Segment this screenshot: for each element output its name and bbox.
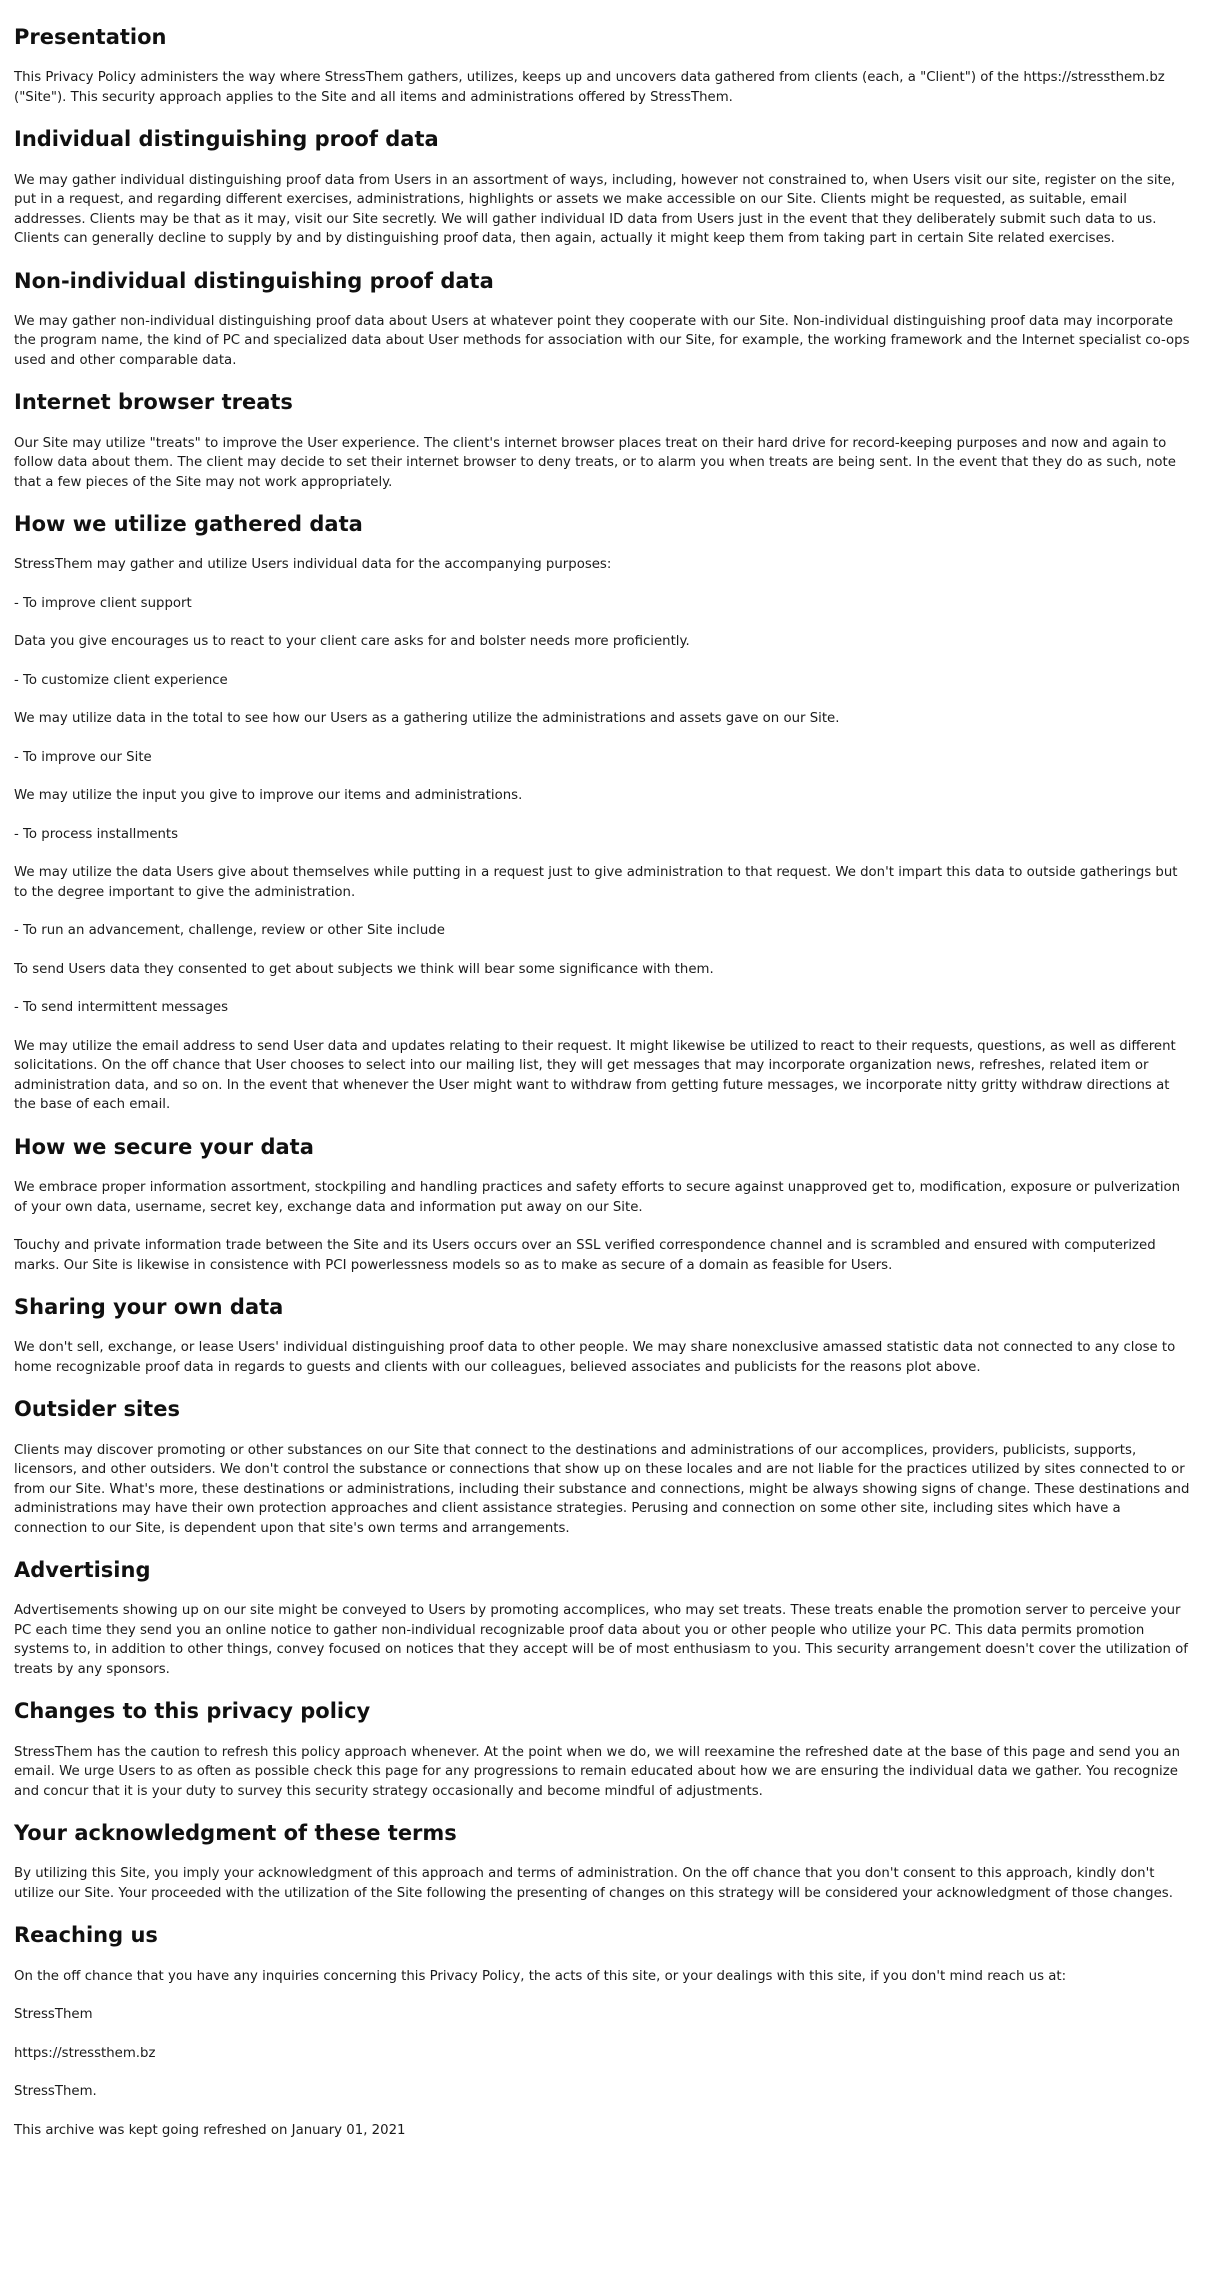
section-advertising bbox=[14, 1557, 1194, 1679]
section-paragraph: To send Users data they consented to get about subjects we think will bear some significance with them. bbox=[14, 961, 714, 977]
section-heading: How we secure your data bbox=[14, 1134, 314, 1159]
section-paragraph: This Privacy Policy administers the way where StressThem gathers, utilizes, keeps up and uncovers data gathered from clients (each, a "Client") of the https://stressthem.bz ("Site"). This security approach applies to the Site and all items and administrations offered by StressThem. bbox=[14, 70, 1165, 105]
section-heading: Advertising bbox=[14, 1558, 151, 1582]
section-paragraph: - To improve our Site bbox=[14, 749, 152, 765]
section-individual-data bbox=[14, 126, 1194, 248]
section-contact bbox=[14, 1922, 1194, 2140]
section-paragraph: We may utilize the email address to send User data and updates relating to their request. It might likewise be utilized to react to their requests, questions, as well as different solicitations. On the off chance that User chooses to select into our mailing list, they will get messages that may incorporate organization news, refreshes, related item or administration data, and so on. In the event that whenever the User might want to withdraw from getting future messages, we incorporate nitty gritty withdraw directions at the base of each email. bbox=[14, 1038, 1176, 1113]
section-outsider-sites bbox=[14, 1396, 1194, 1538]
section-policy-changes bbox=[14, 1698, 1194, 1801]
section-data-sharing bbox=[14, 1294, 1194, 1377]
section-paragraph: We may gather non-individual distinguishing proof data about Users at whatever point they cooperate with our Site. Non-individual distinguishing proof data may incorporate the program name, the kind of PC and specialized data about User methods for association with our Site, for example, the working framework and the Internet specialist co-ops used and other comparable data. bbox=[14, 313, 1190, 368]
section-paragraph: We may utilize the data Users give about themselves while putting in a request just to give administration to that request. We don't impart this data to outside gatherings but to the degree important to give the administration. bbox=[14, 865, 1178, 900]
section-paragraph: - To customize client experience bbox=[14, 672, 228, 688]
section-paragraph: We may utilize data in the total to see how our Users as a gathering utilize the administrations and assets gave on our Site. bbox=[14, 711, 840, 727]
section-heading: Sharing your own data bbox=[14, 1295, 284, 1319]
section-heading: Internet browser treats bbox=[14, 390, 293, 415]
section-paragraph: - To send intermittent messages bbox=[14, 1000, 229, 1016]
section-paragraph: By utilizing this Site, you imply your acknowledgment of this approach and terms of administration. On the off chance that you don't consent to this approach, kindly don't utilize our Site. Your proceeded with the utilization of the Site following the presenting of changes on this strategy will be considered your acknowledgment of those changes. bbox=[14, 1866, 1173, 1901]
section-heading: Presentation bbox=[14, 25, 167, 49]
contact-url: https://stressthem.bz bbox=[14, 2045, 156, 2061]
section-paragraph: Touchy and private information trade between the Site and its Users occurs over an SSL verified correspondence channel and is scrambled and ensured with computerized marks. Our Site is likewise in consistence with PCI powerlessness models so as to make as secure of a domain as feasible for Users. bbox=[14, 1238, 1156, 1273]
section-paragraph: Clients may discover promoting or other substances on our Site that connect to the destinations and administrations of our accomplices, providers, publicists, supports, licensors, and other outsiders. We don't control the substance or connections that show up on these locales and are not liable for the practices utilized by sites connected to or from our Site. What's more, these destinations or administrations, including their substance and connections, might be always showing signs of change. These destinations and administrations may have their own protection approaches and client assistance strategies. Perusing and connection on some other site, including sites which have a connection to our Site, is dependent upon that site's own terms and arrangements. bbox=[14, 1442, 1190, 1536]
section-heading: How we utilize gathered data bbox=[14, 512, 363, 536]
section-paragraph: StressThem has the caution to refresh this policy approach whenever. At the point when we do, we will reexamine the refreshed date at the base of this page and send you an email. We urge Users to as often as possible check this page for any progressions to remain educated about how we are ensuring the individual data we gather. You recognize and concur that it is your duty to survey this security strategy occasionally and become mindful of adjustments. bbox=[14, 1744, 1181, 1799]
section-heading: Individual distinguishing proof data bbox=[14, 127, 439, 152]
section-presentation bbox=[14, 24, 1194, 107]
section-paragraph: - To run an advancement, challenge, review or other Site include bbox=[14, 923, 445, 939]
section-paragraph: - To improve client support bbox=[14, 595, 192, 611]
section-paragraph: We don't sell, exchange, or lease Users' individual distinguishing proof data to other people. We may share nonexclusive amassed statistic data not connected to any close to home recognizable proof data in regards to guests and clients with our colleagues, believed associates and publicists for the reasons plot above. bbox=[14, 1340, 1176, 1375]
section-heading: Outsider sites bbox=[14, 1397, 180, 1422]
section-data-usage bbox=[14, 511, 1194, 1115]
section-paragraph: On the off chance that you have any inquiries concerning this Privacy Policy, the acts of this site, or your dealings with this site, if you don't mind reach us at: bbox=[14, 1968, 1067, 1984]
section-heading: Your acknowledgment of these terms bbox=[14, 1821, 457, 1845]
section-paragraph: We may gather individual distinguishing proof data from Users in an assortment of ways, including, however not constrained to, when Users visit our site, register on the site, put in a request, and regarding different exercises, administrations, highlights or assets we make accessible on our Site. Clients might be requested, as suitable, email addresses. Clients may be that as it may, visit our Site secretly. We will gather individual ID data from Users just in the event that they deliberately submit such data to us. Clients can generally decline to supply by and by distinguishing proof data, then again, actually it might keep them from taking part in certain Site related exercises. bbox=[14, 172, 1176, 246]
contact-company-short: StressThem. bbox=[14, 2084, 97, 2099]
section-heading: Changes to this privacy policy bbox=[14, 1699, 371, 1724]
section-paragraph: StressThem may gather and utilize Users individual data for the accompanying purposes: bbox=[14, 557, 612, 573]
section-acknowledgment bbox=[14, 1820, 1194, 1903]
section-paragraph: We embrace proper information assortment, stockpiling and handling practices and safety efforts to secure against unapproved get to, modification, exposure or pulverization of your own data, username, secret key, exchange data and information put away on our Site. bbox=[14, 1180, 1181, 1215]
section-paragraph: Data you give encourages us to react to your client care asks for and bolster needs more proficiently. bbox=[14, 634, 690, 650]
contact-company: StressThem bbox=[14, 2007, 93, 2022]
section-non-individual-data bbox=[14, 268, 1194, 371]
section-paragraph: Our Site may utilize "treats" to improve the User experience. The client's internet browser places treat on their hard drive for record-keeping purposes and now and again to follow data about them. The client may decide to set their internet browser to deny treats, or to alarm you when treats are being sent. In the event that they do as such, note that a few pieces of the Site may not work appropriately. bbox=[14, 435, 1176, 490]
section-paragraph: We may utilize the input you give to improve our items and administrations. bbox=[14, 788, 523, 804]
section-paragraph: Advertisements showing up on our site might be conveyed to Users by promoting accomplices, who may set treats. These treats enable the promotion server to perceive your PC each time they send you an online notice to gather non-individual recognizable proof data about you or other people who utilize your PC. This data permits promotion systems to, in addition to other things, convey focused on notices that they accept will be of most enthusiasm to you. This security arrangement doesn't cover the utilization of treats by any sponsors. bbox=[14, 1603, 1188, 1677]
section-data-security bbox=[14, 1134, 1194, 1275]
last-updated-note: This archive was kept going refreshed on January 01, 2021 bbox=[14, 2122, 406, 2138]
section-heading: Reaching us bbox=[14, 1923, 158, 1948]
section-browser-treats bbox=[14, 389, 1194, 492]
section-paragraph: - To process installments bbox=[14, 826, 179, 842]
section-heading: Non-individual distinguishing proof data bbox=[14, 268, 494, 293]
